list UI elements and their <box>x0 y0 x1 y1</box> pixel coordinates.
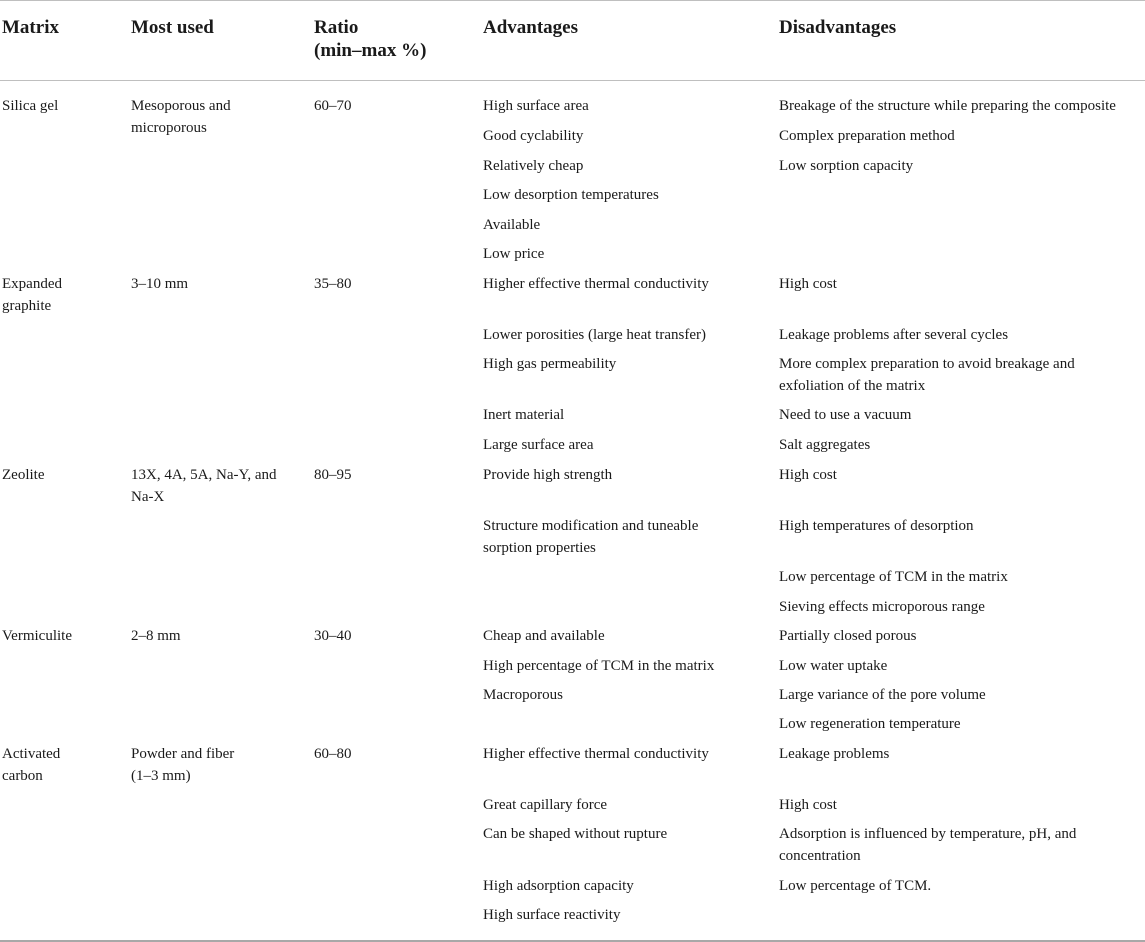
cell-advantage: Relatively cheap <box>483 158 584 174</box>
header-ratio-units: (min–max %) <box>314 40 427 61</box>
cell-advantage: Great capillary force <box>483 797 608 813</box>
cell-most-used: 3–10 mm <box>131 276 189 292</box>
cell-disadvantage: Breakage of the structure while preparing the composite <box>779 98 1116 114</box>
top-rule <box>0 0 1145 1</box>
cell-disadvantage: Adsorption is influenced by temperature, pH, and <box>779 826 1077 842</box>
cell-disadvantage: Leakage problems after several cycles <box>779 327 1009 343</box>
cell-disadvantage: Low percentage of TCM in the matrix <box>779 569 1008 585</box>
cell-matrix: Expanded <box>2 276 62 292</box>
cell-advantage: Lower porosities (large heat transfer) <box>483 327 706 343</box>
cell-disadvantage: High cost <box>779 276 837 292</box>
cell-advantage: Low price <box>483 246 545 262</box>
cell-advantage: Provide high strength <box>483 467 613 483</box>
cell-disadvantage: exfoliation of the matrix <box>779 378 926 394</box>
cell-advantage: Inert material <box>483 407 565 423</box>
cell-matrix: graphite <box>2 298 52 314</box>
cell-advantage: Structure modification and tuneable <box>483 518 699 534</box>
cell-most-used: 13X, 4A, 5A, Na-Y, and <box>131 467 277 483</box>
cell-ratio: 35–80 <box>314 276 352 292</box>
header-rule <box>0 80 1145 81</box>
cell-most-used: Mesoporous and <box>131 98 231 114</box>
cell-advantage: Macroporous <box>483 687 563 703</box>
header-matrix: Matrix <box>2 17 59 38</box>
cell-advantage: Higher effective thermal conductivity <box>483 276 709 292</box>
cell-advantage: Higher effective thermal conductivity <box>483 746 709 762</box>
cell-advantage: Low desorption temperatures <box>483 187 659 203</box>
cell-most-used: Powder and fiber <box>131 746 235 762</box>
cell-disadvantage: Low regeneration temperature <box>779 716 961 732</box>
cell-advantage: Available <box>483 217 541 233</box>
cell-ratio: 60–70 <box>314 98 352 114</box>
header-disadvantages: Disadvantages <box>779 17 897 38</box>
cell-advantage: High gas permeability <box>483 356 617 372</box>
cell-advantage: High percentage of TCM in the matrix <box>483 658 715 674</box>
cell-advantage: Large surface area <box>483 437 594 453</box>
cell-disadvantage: Low sorption capacity <box>779 158 914 174</box>
cell-advantage: Cheap and available <box>483 628 605 644</box>
cell-most-used: Na-X <box>131 489 165 505</box>
cell-most-used: microporous <box>131 120 207 136</box>
cell-disadvantage: Salt aggregates <box>779 437 871 453</box>
cell-advantage: High surface area <box>483 98 589 114</box>
cell-disadvantage: More complex preparation to avoid breakage and <box>779 356 1075 372</box>
cell-matrix: Silica gel <box>2 98 59 114</box>
cell-disadvantage: Sieving effects microporous range <box>779 599 985 615</box>
cell-advantage: High surface reactivity <box>483 907 621 923</box>
cell-advantage: Can be shaped without rupture <box>483 826 668 842</box>
cell-disadvantage: Need to use a vacuum <box>779 407 912 423</box>
header-most-used: Most used <box>131 17 214 38</box>
cell-disadvantage: Low water uptake <box>779 658 888 674</box>
cell-disadvantage: Large variance of the pore volume <box>779 687 986 703</box>
cell-most-used: (1–3 mm) <box>131 768 191 784</box>
cell-disadvantage: Low percentage of TCM. <box>779 878 932 894</box>
cell-disadvantage: High cost <box>779 467 837 483</box>
cell-ratio: 60–80 <box>314 746 352 762</box>
cell-disadvantage: High temperatures of desorption <box>779 518 974 534</box>
cell-advantage: sorption properties <box>483 540 596 556</box>
cell-advantage: Good cyclability <box>483 128 584 144</box>
cell-disadvantage: High cost <box>779 797 837 813</box>
cell-matrix: Activated <box>2 746 61 762</box>
cell-most-used: 2–8 mm <box>131 628 181 644</box>
cell-matrix: Zeolite <box>2 467 45 483</box>
cell-matrix: Vermiculite <box>2 628 72 644</box>
cell-disadvantage: concentration <box>779 848 861 864</box>
cell-advantage: High adsorption capacity <box>483 878 634 894</box>
cell-disadvantage: Leakage problems <box>779 746 890 762</box>
cell-ratio: 30–40 <box>314 628 352 644</box>
cell-ratio: 80–95 <box>314 467 352 483</box>
cell-disadvantage: Complex preparation method <box>779 128 955 144</box>
cell-disadvantage: Partially closed porous <box>779 628 917 644</box>
cell-matrix: carbon <box>2 768 43 784</box>
header-advantages: Advantages <box>483 17 579 38</box>
header-ratio: Ratio <box>314 17 359 38</box>
